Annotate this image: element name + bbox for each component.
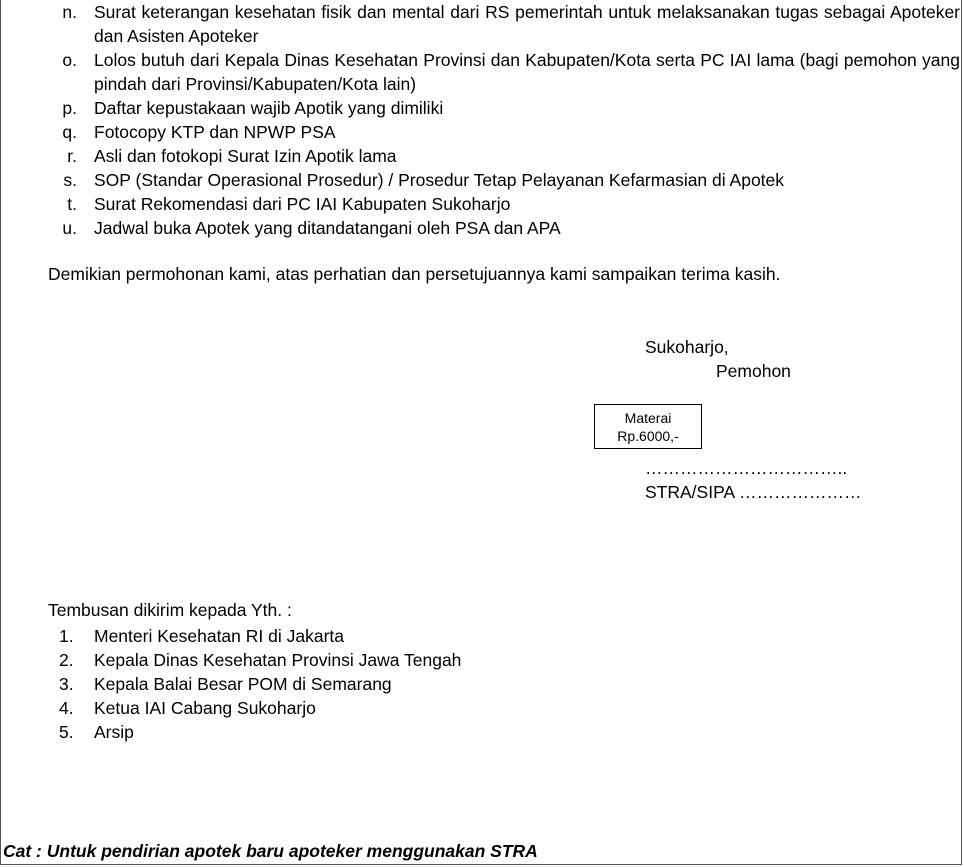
stamp-label: Materai [624, 410, 672, 426]
list-marker: u. [62, 218, 77, 238]
list-item [0, 216, 964, 240]
list-item-text: Lolos butuh dari Kepala Dinas Kesehatan Provinsi dan Kabupaten/Kota serta PC IAI lama (bagi pemohon yang pindah dari Provinsi/Kabupaten/Kota lain) [94, 50, 960, 94]
list-item-text: SOP (Standar Operasional Prosedur) / Prosedur Tetap Pelayanan Kefarmasian di Apotek [94, 170, 785, 190]
list-item-text: Surat keterangan kesehatan fisik dan mental dari RS pemerintah untuk melaksanakan tugas sebagai Apoteker dan Asisten Apoteker [94, 2, 960, 46]
cc-title: Tembusan dikirim kepada Yth. : [48, 600, 292, 620]
list-item-text: Ketua IAI Cabang Sukoharjo [94, 698, 316, 718]
list-marker: 4. [59, 698, 74, 718]
requirements-list [0, 0, 964, 240]
list-item [0, 48, 964, 96]
list-item [0, 120, 964, 144]
list-item-text: Surat Rekomendasi dari PC IAI Kabupaten Sukoharjo [94, 194, 511, 214]
list-item-text: Jadwal buka Apotek yang ditandatangani oleh PSA dan APA [94, 218, 561, 238]
signature-city: Sukoharjo, [645, 337, 729, 357]
signature-role: Pemohon [716, 361, 791, 381]
list-item-text: Fotocopy KTP dan NPWP PSA [94, 122, 336, 142]
list-marker: s. [63, 170, 77, 190]
footnote: Cat : Untuk pendirian apotek baru apoteker menggunakan STRA [3, 841, 538, 861]
list-marker: 5. [59, 722, 74, 742]
list-item [0, 192, 964, 216]
signature-id-line: STRA/SIPA ………………… [645, 482, 862, 502]
list-marker: 2. [59, 650, 74, 670]
closing-paragraph: Demikian permohonan kami, atas perhatian dan persetujuannya kami sampaikan terima kasih. [48, 264, 781, 284]
list-marker: p. [62, 98, 77, 118]
list-marker: r. [67, 146, 77, 166]
list-item-text: Daftar kepustakaan wajib Apotik yang dimiliki [94, 98, 444, 118]
list-item-text: Menteri Kesehatan RI di Jakarta [94, 626, 344, 646]
list-marker: o. [62, 50, 77, 70]
list-item-text: Arsip [94, 722, 134, 742]
list-item-text: Asli dan fotokopi Surat Izin Apotik lama [94, 146, 397, 166]
list-marker: n. [62, 2, 77, 22]
list-item-text: Kepala Balai Besar POM di Semarang [94, 674, 392, 694]
list-item [0, 0, 964, 48]
list-item [0, 168, 964, 192]
list-marker: 3. [59, 674, 74, 694]
list-marker: t. [67, 194, 77, 214]
list-item [0, 144, 964, 168]
list-item [0, 96, 964, 120]
signature-name-line: …………………………….. [645, 458, 848, 478]
stamp-duty-box [594, 404, 702, 449]
list-marker: 1. [59, 626, 74, 646]
list-item-text: Kepala Dinas Kesehatan Provinsi Jawa Tengah [94, 650, 462, 670]
stamp-amount: Rp.6000,- [617, 428, 679, 444]
list-marker: q. [62, 122, 77, 142]
